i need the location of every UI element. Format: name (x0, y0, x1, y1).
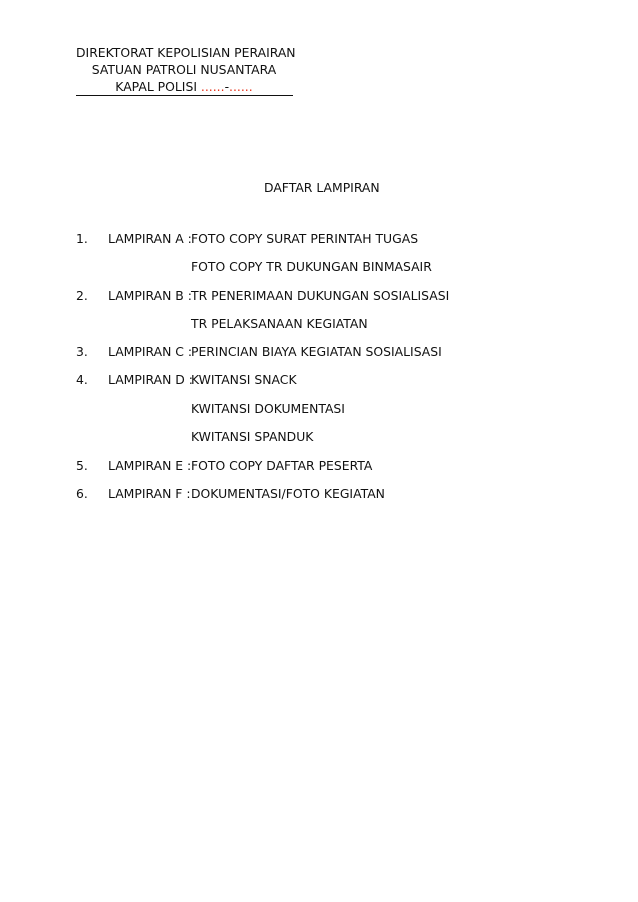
letterhead-underline (76, 95, 293, 96)
letterhead-line-directorate: DIREKTORAT KEPOLISIAN PERAIRAN (76, 45, 296, 60)
vessel-separator: - (224, 79, 230, 94)
list-item (0, 288, 638, 304)
letterhead-line-unit: SATUAN PATROLI NUSANTARA (91, 62, 277, 77)
vessel-placeholder-a: ...... (200, 79, 225, 94)
list-item-label: LAMPIRAN C : (108, 344, 193, 359)
list-item-continuation (0, 429, 638, 445)
list-item-description: FOTO COPY DAFTAR PESERTA (191, 458, 373, 473)
list-item-label: LAMPIRAN B : (108, 288, 192, 303)
list-item-description: PERINCIAN BIAYA KEGIATAN SOSIALISASI (191, 344, 442, 359)
list-item (0, 372, 638, 388)
list-item-continuation (0, 259, 638, 275)
list-item-description: TR PELAKSANAAN KEGIATAN (191, 316, 368, 331)
list-item-continuation (0, 316, 638, 332)
list-item-label: LAMPIRAN E : (108, 458, 192, 473)
letterhead-line-vessel (76, 78, 292, 95)
list-item-description: KWITANSI DOKUMENTASI (191, 401, 345, 416)
list-item-description: KWITANSI SPANDUK (191, 429, 314, 444)
list-item-number: 1. (76, 231, 88, 246)
list-item-number: 6. (76, 486, 88, 501)
list-item-continuation (0, 401, 638, 417)
document-title: DAFTAR LAMPIRAN (264, 180, 380, 195)
list-item-description: FOTO COPY SURAT PERINTAH TUGAS (191, 231, 419, 246)
list-item (0, 231, 638, 247)
list-item-number: 5. (76, 458, 88, 473)
list-item (0, 486, 638, 502)
vessel-prefix: KAPAL POLISI (115, 79, 201, 94)
list-item-label: LAMPIRAN D : (108, 372, 193, 387)
list-item-number: 4. (76, 372, 88, 387)
list-item-label: LAMPIRAN A : (108, 231, 192, 246)
letterhead (76, 44, 296, 95)
list-item-description: TR PENERIMAAN DUKUNGAN SOSIALISASI (191, 288, 450, 303)
list-item (0, 458, 638, 474)
list-item (0, 344, 638, 360)
list-item-description: DOKUMENTASI/FOTO KEGIATAN (191, 486, 385, 501)
list-item-number: 3. (76, 344, 88, 359)
list-item-number: 2. (76, 288, 88, 303)
list-item-description: KWITANSI SNACK (191, 372, 297, 387)
list-item-label: LAMPIRAN F : (108, 486, 191, 501)
vessel-placeholder-b: ...... (229, 79, 253, 94)
list-item-description: FOTO COPY TR DUKUNGAN BINMASAIR (191, 259, 432, 274)
